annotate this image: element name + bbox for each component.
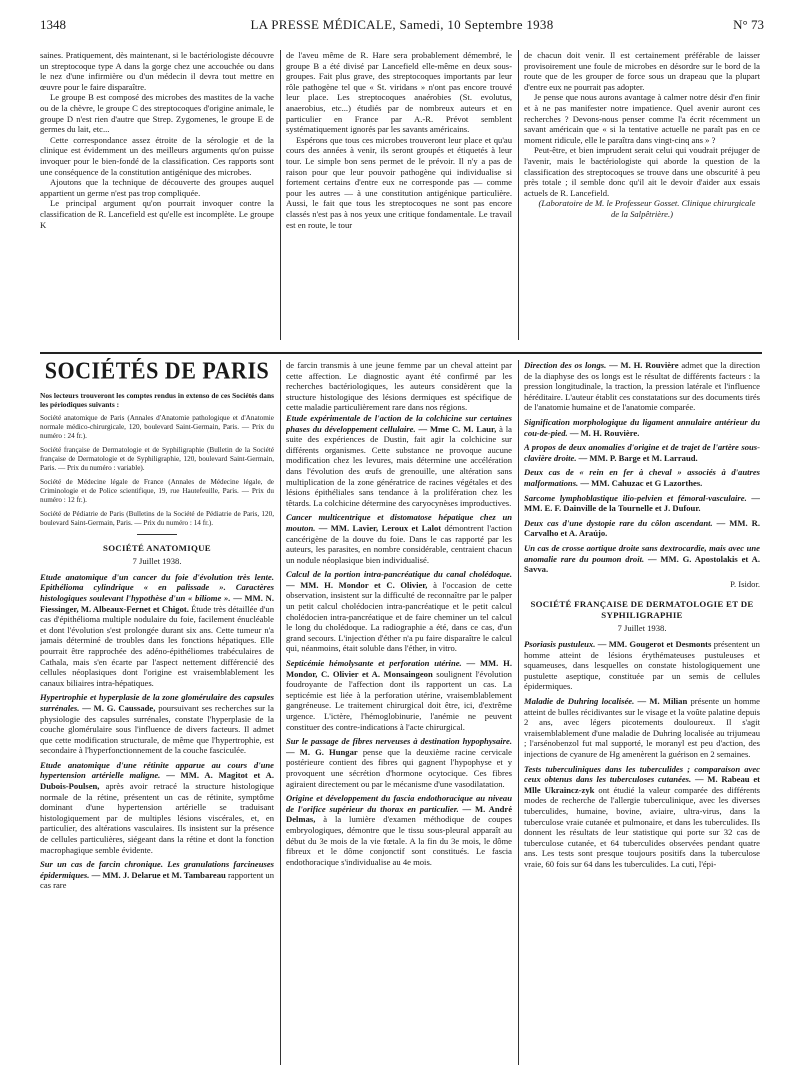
report-item: Etude anatomique d'une rétinite apparue au cours d'une hypertension artérielle maligne. — MM. A. Magitot et A. Dubois-Poulsen, après avoir retracé la structure histologique normale de la rétine, présentent un cas de rétinite, symptôme dominant d'une hypertension artérielle se traduisant histologiquement par de multiples lésions viscérales, et, en particulier, des altérations vasculaires. Ils insistent sur la présence de cellules particulières, siégeant dans la rétine et dont la fonction macrophagique semble évidente. xyxy=(40,759,274,855)
report-item: A propos de deux anomalies d'origine et de trajet de l'artère sous-clavière droite. — MM. P. Barge et M. Larraud. xyxy=(524,442,760,463)
top-column-3 xyxy=(524,50,760,350)
column-divider xyxy=(280,50,281,340)
report-item: Direction des os longs. — M. H. Rouvière admet que la direction de la diaphyse des os longs est le résultat de différents facteurs : la pression longitudinale, la traction, la pression latérale et l'influence héréditaire. L'auteur établit ces constatations sur des documents tirés de l'anatomie humaine et de l'anatomie comparée. xyxy=(524,360,760,413)
column-divider xyxy=(518,360,519,1065)
bottom-column-3 xyxy=(524,360,760,1070)
report-item: Etude expérimentale de l'action de la colchicine sur certaines phases du développement cellulaire. — Mme C. M. Laur, à la suite des expériences de Dustin, fait agir la colchicine sur différents organismes. Cette substance ne provoque aucune modification chez les levures, mais détermine une accélération dans l'évolution des œufs de grenouille, une altération sans multiplication de la zone génératrice de racines végétales et des lésions épithéliales sans tendance à la prolifération chez les têtards. La colchicine détermine des caryocynèses improductives. xyxy=(286,412,512,508)
notice-item: Société anatomique de Paris (Annales d'Anatomie pathologique et d'Anatomie normale médico-chirurgicale, 120, boulevard Saint-Germain, Paris. — Prix du numéro : 24 fr.). xyxy=(40,413,274,440)
societies-heading: SOCIÉTÉS DE PARIS xyxy=(44,358,270,385)
report-item: Origine et développement du fascia endothoracique au niveau de l'orifice supérieur du thorax en particulier. — M. André Delmas, à la lumière d'examen méthodique de coupes embryologiques, démontre que le tissu sous-pleural apparaît au début du 3e mois de la vie fœtale. A la fin du 3e mois, le dôme fibreux et le dôme conjonctif sont constitués. Le fascia endothoracique s'individualise au 4e mois. xyxy=(286,793,512,867)
report-item: Sarcome lymphoblastique ilio-pelvien et fémoral-vasculaire. — MM. E. F. Dainville de la Tournelle et J. Dufour. xyxy=(524,492,760,514)
report-item: Sur un cas de farcin chronique. Les granulations farcineuses épidermiques. — MM. J. Delarue et M. Tambareau rapportent un cas rare xyxy=(40,859,274,891)
page-header xyxy=(40,17,764,35)
column-divider xyxy=(280,360,281,1065)
author-signature: P. Isidor. xyxy=(730,578,760,589)
report-item: Psoriasis pustuleux. — MM. Gougerot et Desmonts présentent un homme atteint de lésions érythémateuses pustuleuses et squameuses, dans lesquelles on constate histologiquement une pustulette aseptique, constituée par un semis de cellules épidermiques. xyxy=(524,639,760,692)
laboratory-note: (Laboratoire de M. le Professeur Gosset. Clinique chirurgicale de la Salpêtrière.) xyxy=(538,198,756,219)
report-item: Cancer multicentrique et distomatose hépatique chez un mouton. — MM. Lavier, Leroux et Lalot démontrent l'action cancérigène de la douve du foie. Dans le cas rapporté par les auteurs, les parasites, en nombre considérable, centraient chacun un nodule néoplasique bien individualisé. xyxy=(286,512,512,565)
report-item: Deux cas d'une dystopie rare du côlon ascendant. — MM. R. Carvalho et A. Araújo. xyxy=(524,517,760,539)
report-item: Etude anatomique d'un cancer du foie d'évolution très lente. Epithélioma cylindrique « en palissade ». Caractères histologiques soulevant l'hypothèse d'un « biliome ». — MM. N. Fiessinger, M. Albeaux-Fernet et Chigot. Étude très détaillée d'un cas d'épithélioma multiple nodulaire du foie, facilement énucléable et dont l'évolution s'est prolongée durant six ans. Cette tumeur n'a jamais déterminé de troubles dans les fonctions hépatiques. Elle pourrait être rapprochée des adéno-épithéliomes trabéculaires de Cathala, mais s'en écarte par l'aspect nettement différencié des cellules néoplasiques dont l'origine est vraisemblablement les canaux biliaires intra-hépatiques. xyxy=(40,571,274,688)
issue-number: N° 73 xyxy=(733,17,764,32)
notice-lead: Nos lecteurs trouveront les comptes rendus in extenso de ces Sociétés dans les périodiques suivants : xyxy=(40,390,274,409)
notice-item: Société de Pédiatrie de Paris (Bulletins de la Société de Pédiatrie de Paris, 120, boulevard Saint-Germain, Paris. — Prix du numéro : 14 fr.). xyxy=(40,509,274,527)
report-item: Deux cas de « rein en fer à cheval » associés à d'autres malformations. — MM. Cahuzac et G Lazorthes. xyxy=(524,467,760,488)
bottom-column-2 xyxy=(286,360,512,1070)
section-title: SOCIÉTÉ FRANÇAISE DE DERMATOLOGIE ET DE SYPHILIGRAPHIE xyxy=(530,599,754,620)
paragraph: de chacun doit venir. Il est certainement préférable de laisser provisoirement une foule de microbes en désordre sur le bord de la route que de les grouper de force sous un drapeau que la plupart d'entre eux ne pourrait pas adopter. xyxy=(524,50,760,92)
divider xyxy=(137,534,177,535)
report-item: Septicémie hémolysante et perforation utérine. — MM. H. Mondor, C. Olivier et A. Monsaingeon soulignent l'évolution foudroyante de l'affection dont ils rapportent un cas. La septicémie est liée à la perforation utérine, vraisemblablement gangréneuse. Le traitement chirurgical doit être, ici, d'extrême urgence. L'ictère, l'hémoglobinurie, l'anémie ne peuvent constituer des contre-indications à l'acte chirurgical. xyxy=(286,658,512,732)
paragraph: Ajoutons que la technique de découverte des groupes auquel appartient un germe n'est pas trop compliquée. xyxy=(40,177,274,198)
paragraph: Espérons que tous ces microbes trouveront leur place et qu'au cours des années à venir, ils seront groupés et étiquetés à leur tour. Le simple bon sens permet de le prévoir. Il n'y a pas de raison pour que leur pouvoir pathogène qui individualise si fortement certains d'entre eux ne corresponde pas — comme pour les autres — à une constitution antigénique particulière. Aussi, le fait que tous les streptocoques ne sont pas encore classés n'est pas à nos yeux une critique fondamentale. Le travail est en route, le tour xyxy=(286,134,512,230)
bottom-column-1 xyxy=(40,358,274,1068)
paragraph: Cette correspondance assez étroite de la sérologie et de la clinique est évidemment un des meilleurs arguments qu'on puisse invoquer pour le bien-fondé de la classification. Ces rapports sont une conséquence de la constitution antigénique des microbes. xyxy=(40,134,274,177)
section-date: 7 Juillet 1938. xyxy=(132,556,182,567)
journal-title: LA PRESSE MÉDICALE, Samedi, 10 Septembre 1938 xyxy=(250,17,554,32)
report-item: Maladie de Duhring localisée. — M. Milian présente un homme atteint de bulles récidivantes sur le visage et la voûte palatine depuis 2 ans, avec légers picotements douloureux. Il s'agit vraisemblablement d'une maladie de Duhring localisée au trijumeau ; l'arsénobenzol fut mal supporté, le moranyl est peu d'action, des injections de cyanure de Hg amenèrent la guérison en 2 semaines. xyxy=(524,696,760,759)
paragraph: Le groupe B est composé des microbes des mastites de la vache ou de la chèvre, le groupe C des streptocoques d'origine animale, le groupe D n'est rien d'autre que Strep. Zygomenes, le groupe E de germes du lait, etc... xyxy=(40,92,274,135)
section-title: SOCIÉTÉ ANATOMIQUE xyxy=(103,542,211,553)
paragraph: Le principal argument qu'on pourrait invoquer contre la classification de R. Lancefield est qu'elle est incomplète. Le groupe K xyxy=(40,198,274,230)
paragraph: saines. Pratiquement, dès maintenant, si le bactériologiste découvre un streptocoque type A dans la gorge chez une accouchée ou dans le nez d'une infirmière ou d'un médecin il devra tout mettre en œuvre pour le faire disparaître. xyxy=(40,50,274,92)
report-item: Calcul de la portion intra-pancréatique du canal cholédoque. — MM. H. Mondor et C. Olivier, à l'occasion de cette observation, insistent sur la difficulté de reconnaître par le palper un petit calcul cholédocien intra-pancréatique et le petit calcul cholédocien intra-pancréatique et de faire cheminer un tel calcul le long du cholédoque. La radiographie a été, dans ce cas, d'un grand secours. L'injection d'éther n'a pu faire disparaître le calcul qui, néanmoins, était soluble dans l'éther, in vitro. xyxy=(286,569,512,654)
report-item: Un cas de crosse aortique droite sans dextrocardie, mais avec une anomalie rare du poumon droit. — MM. G. Apostolakis et A. Savva. xyxy=(524,542,760,575)
page-number: 1348 xyxy=(40,17,66,32)
report-item: Hypertrophie et hyperplasie de la zone glomérulaire des capsules surrénales. — M. G. Caussade, poursuivant ses recherches sur la physiologie des capsules surrénales, constate l'hyperplasie de la couche glomérulaire sous l'influence de divers facteurs. Il admet que cette modification structurale, de même que l'hypertrophie, est secondaire à l'hyperfonctionnement de la couche fasciculée. xyxy=(40,692,274,756)
report-item: Signification morphologique du ligament annulaire antérieur du cou-de-pied. — M. H. Rouvière. xyxy=(524,416,760,438)
paragraph: de farcin transmis à une jeune femme par un cheval atteint par cette affection. Le diagnostic ayant été confirmé par les recherches bactériologiques, les auteurs considèrent que la structure histologique des lésions dermiques est spécifique de cette maladie particulièrement rare dans nos régions. xyxy=(286,360,512,413)
paragraph: Peut-être, et bien imprudent serait celui qui voudrait préjuger de l'avenir, mais le bactériologiste qui aborde la question de la classification des streptocoques se trouve dans une obscurité à peu près totale ; il semble donc qu'il ait le devoir d'aider aux essais actuels de R. Lancefield. xyxy=(524,145,760,198)
top-column-2 xyxy=(286,50,512,350)
notice-item: Société française de Dermatologie et de Syphiligraphie (Bulletin de la Société française de Dermatologie et de Syphiligraphie, 120, boulevard Saint-Germain, Paris. — Prix du numéro : variable). xyxy=(40,445,274,472)
paragraph: de l'aveu même de R. Hare sera probablement démembré, le groupe B a été divisé par Lancefield elle-même en deux sous-groupes. Fait plus grave, des streptocoques importants par leur rôle pathogène tel que « St. viridans » n'ont pas encore trouvé leur place. Les streptocoques anaérobies (St. evolutus, anaerobius, etc...) étudiés par de nombreux auteurs et en particulier en France par A.-R. Prévot semblent systématiquement ignorés par les savants américains. xyxy=(286,50,512,135)
notice-item: Société de Médecine légale de France (Annales de Médecine légale, de Criminologie et de Police scientifique, 19, rue Hautefeuille, Paris. — Prix du numéro : 12 fr.). xyxy=(40,477,274,504)
periodicals-notice xyxy=(40,391,274,528)
section-date: 7 Juillet 1938. xyxy=(617,623,667,634)
top-column-1 xyxy=(40,50,274,350)
paragraph: Je pense que nous aurons avantage à calmer notre désir d'en finir et à ne pas manifester notre impatience. Quel avenir auront ces recherches ? Devons-nous penser comme l'a écrit récemment un savant américain que « si la tentative actuelle ne paraît pas en ce moment ridicule, elle le paraîtra dans vingt-cinq ans » ? xyxy=(524,92,760,145)
report-item: Tests tuberculiniques dans les tuberculides ; comparaison avec ceux obtenus dans les tuberculoses cutanées. — M. Rabeau et Mlle Ukraincz-zyk ont étudié la valeur comparée des différents modes de recherche de l'allergie tuberculinique, avec les diverses tuberculides, humaine, bovine, aviaire, ultra-virus, dans la tuberculose vraie cutanée et pulmonaire, et dans les tuberculides. Ils donnent les résultats de leur statistique qui porte sur 32 cas de tuberculose cutanée, et 64 tuberculides observées pendant quatre ans. Les tests sont presque toujours positifs dans la tuberculose vraie, 60 fois sur 64 dans les tuberculides. La cuti, l'épi- xyxy=(524,763,760,869)
column-divider xyxy=(518,50,519,340)
report-item: Sur le passage de fibres nerveuses à destination hypophysaire. — M. G. Hungar pense que la deuxième racine cervicale postérieure contient des fibres qui gagnent l'hypophyse et y provoquent une sécrétion d'hormone ocytocique. Ces fibres agiraient directement ou par le mécanisme d'une vasodilatation. xyxy=(286,736,512,789)
section-separator xyxy=(40,352,762,354)
